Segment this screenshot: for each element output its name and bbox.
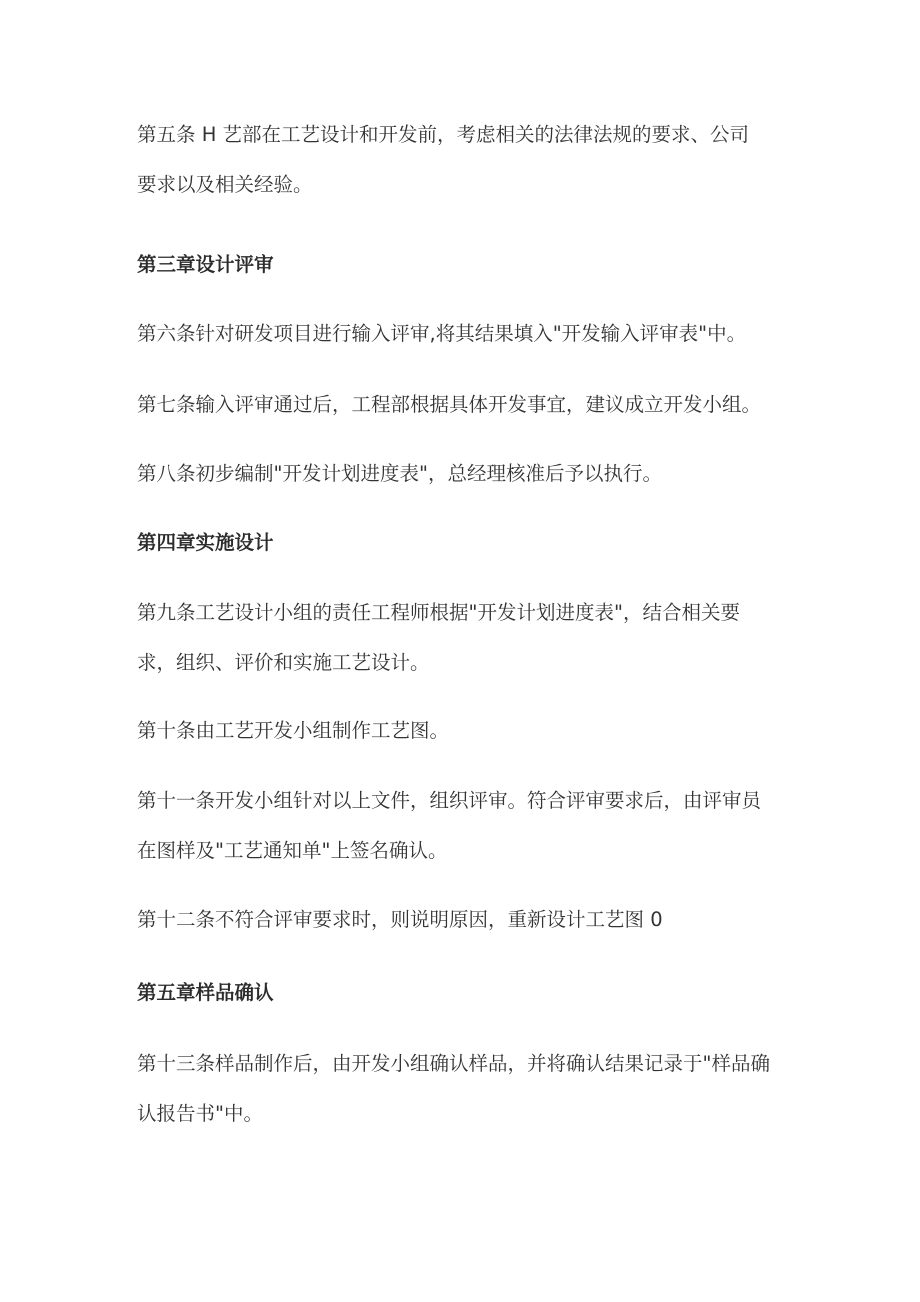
article-13-line-2: 认报告书"中。 [137, 1102, 263, 1125]
article-8 [137, 449, 797, 499]
chapter-4-title: 第四章实施设计 [137, 531, 274, 554]
article-11 [137, 776, 797, 876]
article-9-line-1: 第九条工艺设计小组的责任工程师根据"开发计划进度表"，结合相关要 [137, 601, 740, 624]
chapter-3-title: 第三章设计评审 [137, 253, 274, 276]
article-13-line-1: 第十三条样品制作后，由开发小组确认样品，并将确认结果记录于"样品确 [137, 1052, 770, 1075]
article-11-line-2: 在图样及"工艺通知单"上签名确认。 [137, 839, 448, 862]
article-6-line-1: 第六条针对研发项目进行输入评审,将其结果填入"开发输入评审表"中。 [137, 322, 747, 345]
article-5-line-2: 要求以及相关经验。 [137, 173, 313, 196]
article-9 [137, 588, 797, 688]
article-12-line-1: 第十二条不符合评审要求时，则说明原因，重新设计工艺图 0 [137, 908, 663, 931]
article-7-line-1: 第七条输入评审通过后，工程部根据具体开发事宜，建议成立开发小组。 [137, 393, 762, 416]
chapter-4-heading [137, 518, 797, 568]
article-12 [137, 895, 797, 945]
chapter-5-title: 第五章样品确认 [137, 981, 274, 1004]
article-6 [137, 309, 797, 359]
article-8-line-1: 第八条初步编制"开发计划进度表"，总经理核准后予以执行。 [137, 462, 662, 485]
article-10 [137, 706, 797, 756]
article-5-line-1: 第五条 H 艺部在工艺设计和开发前，考虑相关的法律法规的要求、公司 [137, 123, 750, 146]
article-9-line-2: 求，组织、评价和实施工艺设计。 [137, 651, 430, 674]
article-7 [137, 380, 797, 430]
chapter-3-heading [137, 240, 797, 290]
article-13 [137, 1039, 797, 1139]
article-11-line-1: 第十一条开发小组针对以上文件，组织评审。符合评审要求后，由评审员 [137, 789, 762, 812]
article-10-line-1: 第十条由工艺开发小组制作工艺图。 [137, 719, 450, 742]
chapter-5-heading [137, 968, 797, 1018]
article-5 [137, 110, 797, 210]
